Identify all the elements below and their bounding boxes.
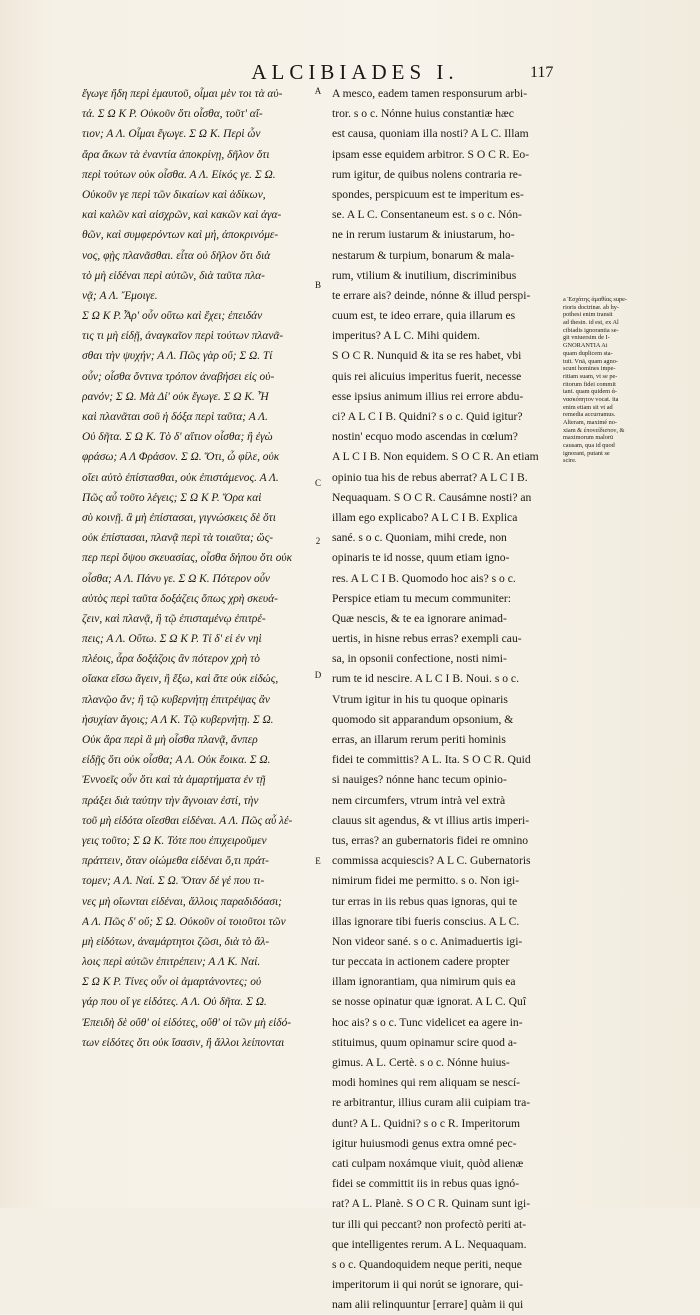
greek-text-line: οὖν; οἶσθα ὄντινα τρόπον ἀναβήσει εἰς οὐ- [82,370,275,383]
section-letter-b: B [314,280,321,290]
margin-note-line: tuit. Vnā, quam agno- [563,357,618,365]
latin-text-line: te errare ais? deinde, nónne & illud perspi- [332,288,531,302]
latin-text-line: clauus sit agendus, & vt illius artis imperi- [332,813,530,827]
latin-text-line: rat? A L. Planè. S O C R. Quinam sunt igi- [332,1197,531,1211]
latin-text-line: illas ignorare tibi fueris conscius. A L C. [332,914,520,928]
margin-note-line: causam, qua id quod [563,442,615,450]
latin-text-line: Perspice etiam tu mecum communiter: [332,591,512,605]
margin-note-line: ritiam suam, vt se pe- [563,372,618,380]
greek-text-line: οἴει αὐτὸ ἐπίστασθαι, οὐκ ἐπιστάμενος. Α Λ. [82,471,279,484]
latin-text-line: Vtrum igitur in his tu quoque opinaris [332,692,508,706]
latin-text-line: quomodo sit apparandum opsonium, & [332,712,514,726]
page-number: 117 [530,64,554,81]
latin-text-line: ne in rerum iustarum & iniustarum, ho- [332,228,515,242]
greek-text-line: τά. Σ Ω Κ Ρ. Οὐκοῦν ὅτι οἶσθα, τοῦτ' αἴ- [82,108,263,121]
greek-text-line: πράξει διὰ ταύτην τὴν ἄγνοιαν ἐστί, τὴν [82,794,259,807]
margin-note-line: ritorum fidei commit [563,380,616,388]
greek-text-line: ἄρα ἄκων τὰ ἐναντία ἀποκρίνῃ, δῆλον ὅτι [82,148,270,161]
greek-text-line: περ περὶ ὄψου σκευασίας, οἶσθα δήπου ὅτι οὐκ [82,552,293,565]
latin-text-line: fidei se committit iis in rebus quas ignó- [332,1177,520,1191]
latin-text-line: se nosse opinatur quæ ignorat. A L C. Quî [332,995,527,1009]
latin-text-line: nem circumfers, vtrum intrà vel extrà [332,793,506,807]
greek-text-line: θῶν, καὶ συμφερόντων καὶ μή, ἀποκρινόμε- [82,229,279,242]
greek-text-line: τοῦ μὴ εἰδότα οἴεσθαι εἰδέναι. Α Λ. Πῶς αὖ λέ- [82,814,293,827]
greek-text-line: ζειν, καὶ πλανᾷ, ἢ τῷ ἐπισταμένῳ ἐπιτρέ- [82,612,266,625]
latin-text-line: Non videor sané. s o c. Animaduertis igi- [332,934,523,948]
margin-note-line: a Ἐσχάτης ἀμαθίας supe- [563,296,628,303]
greek-text-line: Σ Ω Κ Ρ. Ἆρ' οὖν οὕτω καὶ ἔχει; ἐπειδάν [82,310,263,323]
latin-text-line: tror. s o c. Nónne huius constantiæ hæc [332,107,514,121]
greek-text-line: φράσω; Α Λ Φράσον. Σ Ω. Ὅτι, ὦ φίλε, οὐκ [82,451,280,464]
latin-text-line: imperitorum ii qui norút se ignorare, qui- [332,1278,523,1292]
greek-text-line: γεις τοῦτο; Σ Ω Κ. Τότε που ἐπιχειροῦμεν [82,834,267,847]
margin-note-line: scire. [563,457,577,465]
running-title: ALCIBIADES I. [251,60,459,84]
greek-text-line: τὸ μὴ εἰδέναι περὶ αὐτῶν, διὰ ταῦτα πλα- [82,269,265,282]
latin-text-line: dunt? A L. Quidni? s o c R. Imperitorum [332,1116,521,1130]
latin-text-line: res. A L C I B. Quomodo hoc ais? s o c. [332,571,516,585]
greek-text-line: Πῶς αὖ τοῦτο λέγεις; Σ Ω Κ Ρ. Ὅρα καὶ [82,491,262,504]
greek-text-line: καὶ πλανᾶται σοῦ ἡ δόξα περὶ ταῦτα; Α Λ. [82,411,268,423]
latin-text-line: se. A L C. Consentaneum est. s o c. Nón- [332,208,522,222]
latin-text-line: cuum est, te ideo errare, quia illarum es [332,309,516,323]
latin-text-line: esse ipsius animum illius rei errore abdu- [332,389,524,403]
greek-text-line: Οὐκοῦν γε περὶ τῶν δικαίων καὶ ἀδίκων, [82,188,266,201]
greek-text-line: πράττειν, ὅταν οἰώμεθα εἰδέναι ὅ,τι πράτ- [82,855,269,868]
greek-text-line: των εἰδότες ὅτι οὐκ ἴσασιν, ἢ ἄλλοι λείπονται [82,1036,285,1049]
latin-text-line: stituimus, quum opinamur scire quod a- [332,1035,517,1049]
greek-text-line: τομεν; Α Λ. Ναί. Σ Ω. Ὅταν δέ γέ που τι- [82,875,265,888]
latin-text-line: sa, in opsonii confectione, nosti nimi- [332,652,507,666]
latin-text-line: ipsam esse equidem arbitror. S O C R. Eo- [332,147,530,161]
latin-text-line: est causa, quoniam illa nosti? A L C. Illam [332,127,529,141]
latin-text-line: sané. s o c. Quoniam, mihi crede, non [332,531,507,545]
margin-note-line: scunt homines impe- [563,365,616,373]
margin-note-line: ad thesin. id est, ex Al [563,319,619,327]
latin-text-line: cati culpam noxámque viuit, quòd alienæ [332,1156,524,1170]
latin-text-line: tur illi qui peccant? non profectò periti at- [332,1217,527,1231]
latin-text-line: erras, an illarum rerum periti hominis [332,733,506,746]
margin-note-line: enim etiam sit vt ad [563,403,613,411]
greek-text-line: Σ Ω Κ Ρ. Τίνες οὖν οἱ ἁμαρτάνοντες; οὐ [82,976,262,989]
latin-text-line: modi homines qui rem aliquam se nescí- [332,1076,521,1090]
margin-note-line: GNORANTIA Ai [563,342,608,350]
margin-note-line: xiam & ἐπονείδιστον, & [563,426,625,434]
greek-text-line: αὐτὸς περὶ ταῦτα δοξάζεις ὅπως χρὴ σκευά- [82,592,278,605]
margin-note-line: ignorant, putant se [563,449,610,457]
latin-text-line: opinaris te id nosse, quum etiam igno- [332,551,510,565]
margin-note-line: maximorum malorū [563,434,614,442]
greek-text-line: Α Λ. Πῶς δ' οὔ; Σ Ω. Οὐκοῦν οἱ τοιοῦτοι τῶν [82,915,286,928]
greek-text-line: νος, φῂς πλανᾶσθαι. εἶτα οὐ δῆλον ὅτι διὰ [82,249,271,262]
margin-note-line: cibiadis ignorantia se- [563,326,619,334]
greek-text-line: γάρ που οἵ γε εἰδότες. Α Λ. Οὐ δῆτα. Σ Ω. [82,996,267,1009]
latin-text-line: Quæ nescis, & te ea ignorare animad- [332,611,507,625]
section-letter-c: C [314,478,321,488]
greek-text-line: πεις; Α Λ. Οὕτω. Σ Ω Κ Ρ. Τί δ' εἰ ἐν νηὶ [82,633,262,646]
latin-text-line: S O C R. Nunquid & ita se res habet, vbi [332,349,522,363]
greek-text-line: τιον; Α Λ. Οἶμαι ἔγωγε. Σ Ω Κ. Περὶ ὧν [82,128,261,141]
latin-text-line: tur erras in iis rebus quas ignoras, qui te [332,894,518,908]
greek-text-line: οἶσθα; Α Λ. Πάνυ γε. Σ Ω Κ. Πότερον οὖν [82,572,270,585]
margin-note-line: quam duplicem sta- [563,349,613,357]
latin-text-line: illam ignorantiam, qua nimirum quis ea [332,975,516,989]
greek-text-column [82,84,314,1053]
greek-text-line: λοις περὶ αὐτῶν ἐπιτρέπειν; Α Λ Κ. Ναί. [82,956,261,969]
latin-text-line: quis rei alicuius imperitus fuerit, necesse [332,369,522,383]
latin-text-line: nam alii relinquuntur [errare] quàm ii qui [332,1298,524,1312]
latin-text-line: A L C I B. Non equidem. S O C R. An etiam [332,450,539,464]
greek-text-line: οὐκ ἐπίστασαι, πλανᾷ περὶ τὰ τοιαῦτα; ὥς- [82,532,274,545]
greek-text-line: Οὐ δῆτα. Σ Ω Κ. Τὸ δ' αἴτιον οἶσθα; ἢ ἐγὼ [82,431,273,444]
section-letter-a: A [314,86,322,96]
greek-text-line: καὶ καλῶν καὶ αἰσχρῶν, καὶ κακῶν καὶ ἀγα- [82,209,282,222]
margin-note-line: tant. quam quidem ά- [563,388,618,396]
latin-text-line: re arbitrantur, illius curam alii cuipiam tra- [332,1096,531,1110]
latin-text-line: gimus. A L. Certè. s o c. Nónne huius- [332,1056,510,1069]
greek-text-line: ἡσυχίαν ἄγοις; Α Λ Κ. Τῷ κυβερνήτῃ. Σ Ω. [82,713,274,726]
greek-text-line: μὴ εἰδότων, ἀναμάρτητοι ζῶσι, διὰ τὸ ἄλ- [82,935,270,948]
latin-text-line: spondes, perspicuum est te imperitum es- [332,187,524,201]
greek-text-line: πλανῷο ἄν; ἢ τῷ κυβερνήτῃ ἐπιτρέψας ἂν [82,693,270,706]
greek-text-line: ἔγωγε ἤδη περὶ ἐμαυτοῦ, οἶμαι μὲν τοι τὰ αὐ- [82,88,283,100]
latin-text-line: hoc ais? s o c. Tunc videlicet ea agere in- [332,1015,523,1029]
latin-text-line: nostin' ecquo modo ascendas in cœlum? [332,430,518,444]
margin-note-line: remedia accurramus. [563,411,616,419]
greek-text-line: Ἐπειδὴ δὲ οὔθ' οἱ εἰδότες, οὔθ' οἱ τῶν μὴ εἰδό- [82,1016,292,1029]
latin-text-line: tus, erras? an gubernatoris fidei re omnino [332,833,529,847]
latin-text-line: nestarum & turpium, bonarum & mala- [332,248,515,262]
latin-text-line: si nauiges? nónne hanc tecum opinio- [332,773,507,787]
latin-text-line: commissa acquiescis? A L C. Gubernatoris [332,854,531,868]
latin-text-line: ci? A L C I B. Quidni? s o c. Quid igitur? [332,410,523,423]
footnote-marker-2: 2 [315,536,321,546]
margin-note-line: pothesi enim transit [563,311,613,319]
latin-text-line: rum igitur, de quibus nolens contraria re- [332,167,522,181]
greek-text-line: σθαι τὴν ψυχήν; Α Λ. Πῶς γὰρ οὔ; Σ Ω. Τί [82,350,273,363]
greek-text-line: περὶ τούτων οὐκ οἶσθα. Α Λ. Εἰκός γε. Σ Ω. [82,168,276,181]
greek-text-line: τις τι μὴ εἰδῇ, ἀναγκαῖον περὶ τούτων πλανᾶ- [82,330,284,343]
latin-text-line: igitur huiusmodi genus extra omné pec- [332,1136,517,1150]
latin-text-line: nimirum fidei me permitto. s o. Non igi- [332,874,520,888]
latin-text-line: rum, vtilium & inutilium, discriminibus [332,268,517,282]
greek-text-line: Ἐννοεῖς οὖν ὅτι καὶ τὰ ἁμαρτήματα ἐν τῇ [82,774,266,787]
latin-text-line: Nequaquam. S O C R. Causámne nosti? an [332,490,532,504]
latin-text-line: imperitus? A L C. Mihi quidem. [332,329,481,343]
margin-note-line: Alteram, maximé no- [563,419,618,426]
latin-text-line: rum te id nescire. A L C I B. Noui. s o c. [332,672,519,686]
greek-text-line: ρανόν; Σ Ω. Μὰ Δί' οὐκ ἔγωγε. Σ Ω Κ. Ἦ [82,390,269,403]
greek-text-line: νᾷ; Α Λ. Ἔμοιγε. [82,289,158,302]
greek-text-line: Οὐκ ἄρα περὶ ἃ μὴ οἶσθα πλανᾷ, ἄνπερ [82,734,258,746]
latin-text-line: tur peccata in actionem cadere propter [332,955,510,969]
latin-text-line: A mesco, eadem tamen responsurum arbi- [332,87,528,100]
section-letter-d: D [314,670,322,680]
margin-notes [563,296,661,465]
section-letter-e: E [315,856,321,866]
margin-note-line: git vniuersim de I- [563,334,610,342]
greek-text-line: εἰδῇς ὅτι οὐκ οἶσθα; Α Λ. Οὐκ ἔοικα. Σ Ω. [82,754,271,767]
greek-text-line: σὺ κοινῇ. ἃ μὴ ἐπίστασαι, γιγνώσκεις δὲ ὅτι [82,511,276,524]
latin-text-line: s o c. Quandoquidem neque periti, neque [332,1257,522,1271]
greek-text-line: οἴακα εἴσω ἄγειν, ἢ ἔξω, καὶ ἅτε οὐκ εἰδώς, [82,673,279,686]
greek-text-line: νες μὴ οἴωνται εἰδέναι, ἄλλοις παραδιδόασι; [82,895,282,908]
latin-text-line: uertis, in hisne rebus erras? exempli cau- [332,632,522,646]
margin-note-line: νασκόπητον vocat. ita [563,395,619,403]
latin-text-line: opinio tua his de rebus aberrat? A L C I B. [332,470,528,484]
latin-text-line: que intelligentes rerum. A L. Nequaquam. [332,1237,527,1251]
margin-note-line: rioris doctrinæ. ab hy- [563,303,619,311]
latin-text-column [332,84,556,1315]
greek-text-line: πλέοις, ἆρα δοξάζοις ἂν πότερον χρὴ τὸ [82,653,260,666]
latin-text-line: illam ego explicabo? A L C I B. Explica [332,510,518,524]
latin-text-line: fidei te committis? A L. Ita. S O C R. Quid [332,753,531,767]
